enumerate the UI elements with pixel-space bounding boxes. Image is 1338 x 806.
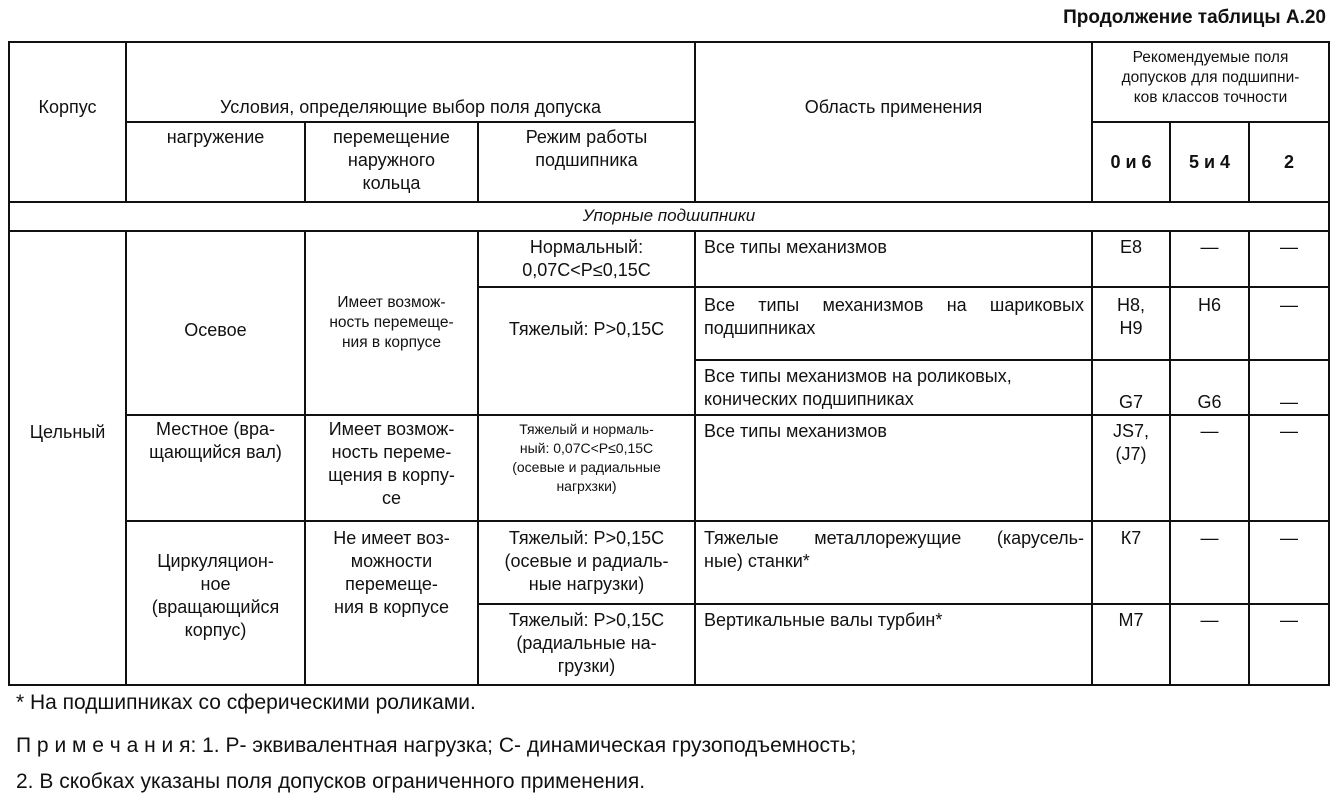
c54-row-1: — xyxy=(1200,237,1219,257)
c54-row-3: G6 xyxy=(1197,392,1222,412)
c54-row-5: — xyxy=(1200,528,1219,548)
c54-row-6: — xyxy=(1200,610,1219,630)
c2-row-6: — xyxy=(1280,610,1298,630)
c06-row-2: Н8, Н9 xyxy=(1116,295,1145,338)
c06-row-1: Е8 xyxy=(1119,237,1143,257)
c2-row-1: — xyxy=(1280,237,1298,257)
application-row-2: Все типы механизмов на шариковых подшипниках xyxy=(704,295,1084,338)
application-row-6: Вертикальные валы турбин* xyxy=(704,610,943,630)
c06-row-3: G7 xyxy=(1118,392,1143,412)
header-displacement: перемещение наружного кольца xyxy=(333,127,450,193)
footnote-brackets: 2. В скобках указаны поля допусков ограниченного применения. xyxy=(16,770,646,793)
mode-heavy-axial-radial: Тяжелый: Р>0,15С (осевые и радиаль- ные нагрузки) xyxy=(504,528,669,594)
table-caption: Продолжение таблицы А.20 xyxy=(1063,7,1326,28)
c2-row-4: — xyxy=(1280,421,1298,441)
header-corpus: Корпус xyxy=(38,97,97,117)
header-application: Область применения xyxy=(804,97,983,117)
displacement-axial: Имеет возмож- ность перемеще- ния в корпусе xyxy=(329,294,454,351)
section-title: Упорные подшипники xyxy=(582,206,756,225)
application-row-3: Все типы механизмов на роликовых, конических подшипниках xyxy=(704,366,1012,409)
header-loading: нагружение xyxy=(166,127,265,147)
c06-row-5: К7 xyxy=(1120,528,1142,548)
c2-row-2: — xyxy=(1280,295,1298,315)
application-row-4: Все типы механизмов xyxy=(704,421,887,441)
c2-row-5: — xyxy=(1280,528,1298,548)
displacement-local: Имеет возмож- ность переме- щения в корпу- се xyxy=(328,419,455,508)
footnote-notes: П р и м е ч а н и я: 1. Р- эквивалентная нагрузка; С- динамическая грузоподъемность; xyxy=(16,734,857,757)
c54-row-2: Н6 xyxy=(1197,295,1221,315)
mode-normal: Нормальный: 0,07С<Р≤0,15С xyxy=(522,237,651,280)
loading-circulation: Циркуляцион- ное (вращающийся корпус) xyxy=(151,551,280,640)
mode-heavy-radial: Тяжелый: Р>0,15С (радиальные на- грузки) xyxy=(508,610,665,676)
header-mode: Режим работы подшипника xyxy=(525,127,648,170)
c06-row-4: JS7, (J7) xyxy=(1112,421,1150,464)
mode-heavy: Тяжелый: Р>0,15С xyxy=(508,319,665,339)
c2-row-3: — xyxy=(1280,392,1298,412)
mode-heavy-normal: Тяжелый и нормаль- ный: 0,07С<Р≤0,15С (осевые и радиальные нагрхзки) xyxy=(512,421,661,494)
application-row-1: Все типы механизмов xyxy=(704,237,887,257)
c54-row-4: — xyxy=(1200,421,1219,441)
header-class-0-6: 0 и 6 xyxy=(1110,152,1152,172)
header-conditions: Условия, определяющие выбор поля допуска xyxy=(219,97,602,117)
body-corpus: Цельный xyxy=(29,422,106,442)
header-class-2: 2 xyxy=(1283,152,1294,172)
header-class-5-4: 5 и 4 xyxy=(1188,152,1231,172)
c06-row-6: М7 xyxy=(1118,610,1144,630)
loading-axial: Осевое xyxy=(184,320,247,340)
loading-local: Местное (вра- щающийся вал) xyxy=(149,419,282,462)
footnote-spherical: * На подшипниках со сферическими роликами. xyxy=(16,691,476,714)
header-recommended: Рекомендуемые поля допусков для подшипни- ков классов точности xyxy=(1121,49,1300,106)
displacement-circulation: Не имеет воз- можности перемеще- ния в корпусе xyxy=(333,528,450,617)
application-row-5: Тяжелые металлорежущие (карусель- ные) станки* xyxy=(704,528,1084,571)
